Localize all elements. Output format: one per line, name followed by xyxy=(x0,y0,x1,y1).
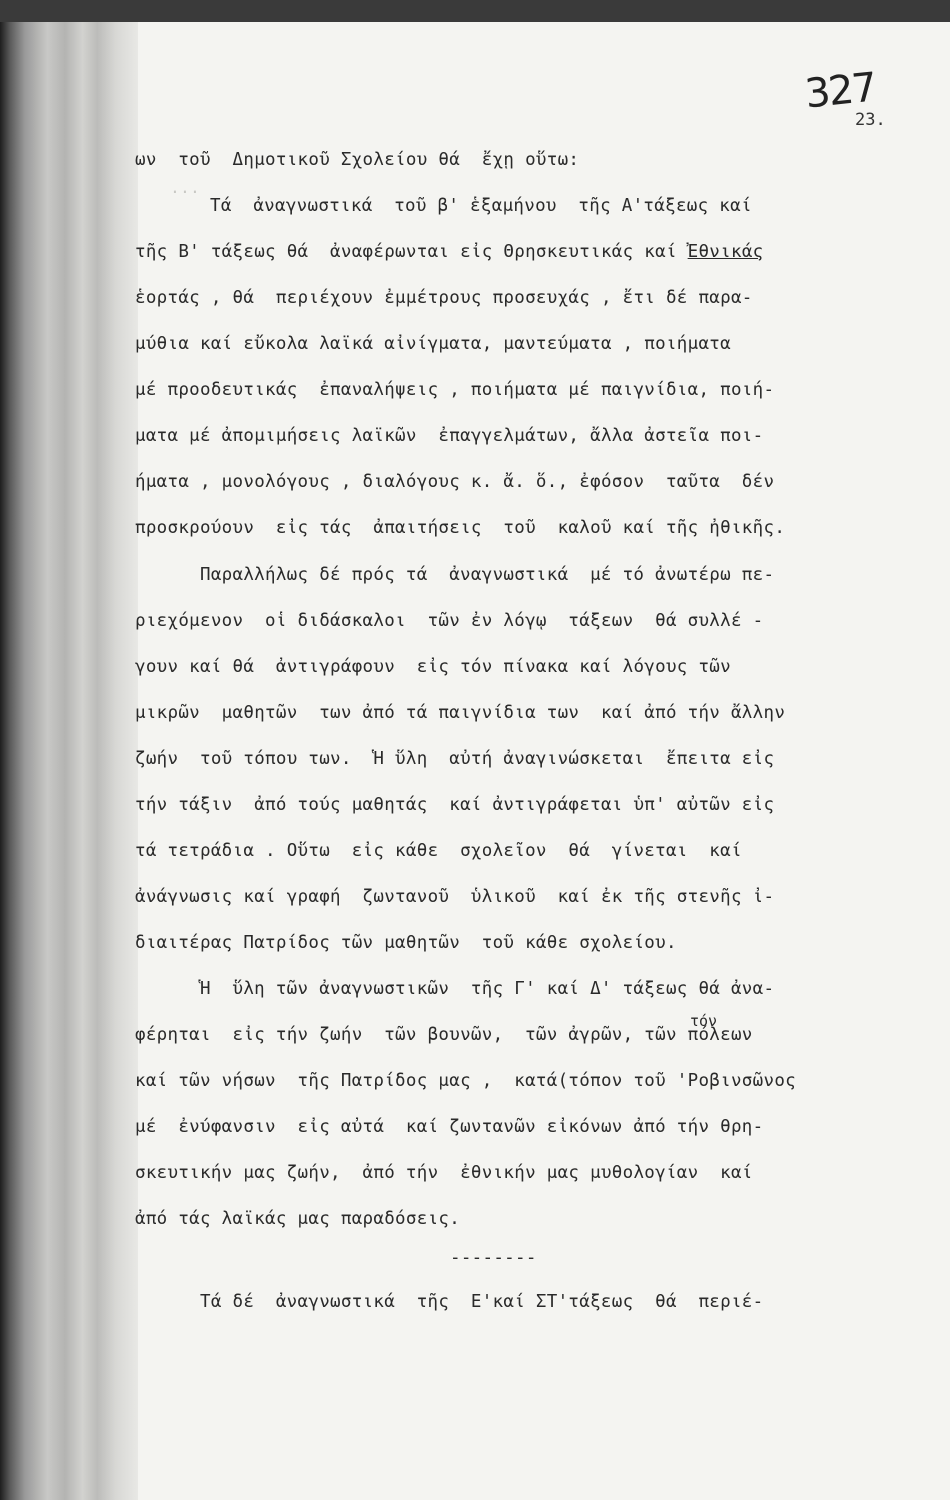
text-line-12: γουν καί θά ἀντιγράφουν εἰς τόν πίνακα καί λόγους τῶν xyxy=(135,657,731,677)
section-divider: -------- xyxy=(450,1248,537,1268)
bleed-through-text: ... xyxy=(150,178,622,197)
text-line-4: ἑορτάς , θά περιέχουν ἐμμέτρους προσευχάς , ἔτι δέ παρα- xyxy=(135,288,753,308)
text-line-14: ζωήν τοῦ τόπου των. Ἡ ὕλη αὐτή ἀναγινώσκεται ἔπειτα εἰς xyxy=(135,749,775,769)
text-line-17: ἀνάγνωσις καί γραφή ζωντανοῦ ὑλικοῦ καί ἐκ τῆς στενῆς ἰ- xyxy=(135,887,775,907)
text-line-3: τῆς Β' τάξεως θά ἀναφέρωνται εἰς Θρησκευτικάς καί Ἐθνικάς xyxy=(135,242,764,262)
text-line-21: καί τῶν νήσων τῆς Πατρίδος μας , κατά(τόπον τοῦ 'Ροβινσῶνος xyxy=(135,1071,796,1091)
page-gutter-shadow xyxy=(98,22,138,1500)
page-number: 23. xyxy=(855,110,886,130)
text-line-20: φέρηται εἰς τήν ζωήν τῶν βουνῶν, τῶν ἀγρῶν, τῶν πόλεων xyxy=(135,1025,753,1045)
text-line-10: Παραλλήλως δέ πρός τά ἀναγνωστικά μέ τό ἀνωτέρω πε- xyxy=(200,565,775,585)
text-line-19: Ἡ ὕλη τῶν ἀναγνωστικῶν τῆς Γ' καί Δ' τάξεως θά ἀνα- xyxy=(200,979,775,999)
text-line-1: ων τοῦ Δημοτικοῦ Σχολείου θά ἔχῃ οὕτω: xyxy=(135,150,580,170)
text-line-16: τά τετράδια . Οὕτω εἰς κάθε σχολεῖον θά γίνεται καί xyxy=(135,841,742,861)
text-line-6: μέ προοδευτικάς ἐπαναλήψεις , ποιήματα μέ παιγνίδια, ποιή- xyxy=(135,380,775,400)
text-line-18: διαιτέρας Πατρίδος τῶν μαθητῶν τοῦ κάθε σχολείου. xyxy=(135,933,677,953)
text-line-23: σκευτικήν μας ζωήν, ἀπό τήν ἐθνικήν μας μυθολογίαν καί xyxy=(135,1163,753,1183)
text-line-13: μικρῶν μαθητῶν των ἀπό τά παιγνίδια των καί ἀπό τήν ἄλλην xyxy=(135,703,786,723)
text-line-5: μύθια καί εὔκολα λαϊκά αἰνίγματα, μαντεύματα , ποιήματα xyxy=(135,334,731,354)
handwritten-archive-number: 327 xyxy=(802,64,878,118)
text-line-15: τήν τάξιν ἀπό τούς μαθητάς καί ἀντιγράφεται ὑπ' αὐτῶν εἰς xyxy=(135,795,775,815)
text-line-8: ήματα , μονολόγους , διαλόγους κ. ἄ. ὅ., ἐφόσον ταῦτα δέν xyxy=(135,472,775,492)
text-line-7: ματα μέ ἀπομιμήσεις λαϊκῶν ἐπαγγελμάτων, ἄλλα ἀστεῖα ποι- xyxy=(135,426,764,446)
text-line-11: ριεχόμενον οἱ διδάσκαλοι τῶν ἐν λόγῳ τάξεων θά συλλέ - xyxy=(135,611,764,631)
underlined-word: Ἐθνικάς xyxy=(687,242,764,262)
scan-top-border xyxy=(0,0,950,22)
text-line-25: Τά δέ ἀναγνωστικά τῆς Ε'καί ΣΤ'τάξεως θά περιέ- xyxy=(200,1292,764,1312)
text-line-22: μέ ἐνύφανσιν εἰς αὐτά καί ζωντανῶν εἰκόνων ἀπό τήν θρη- xyxy=(135,1117,764,1137)
text-line-24: ἀπό τάς λαϊκάς μας παραδόσεις. xyxy=(135,1209,461,1229)
handwritten-insertion: τόν xyxy=(690,1012,718,1030)
text-line-9: προσκρούουν εἰς τάς ἀπαιτήσεις τοῦ καλοῦ καί τῆς ἠθικῆς. xyxy=(135,518,786,538)
text-line-2: Τά ἀναγνωστικά τοῦ β' ἑξαμήνου τῆς Α'τάξεως καί xyxy=(210,196,752,216)
